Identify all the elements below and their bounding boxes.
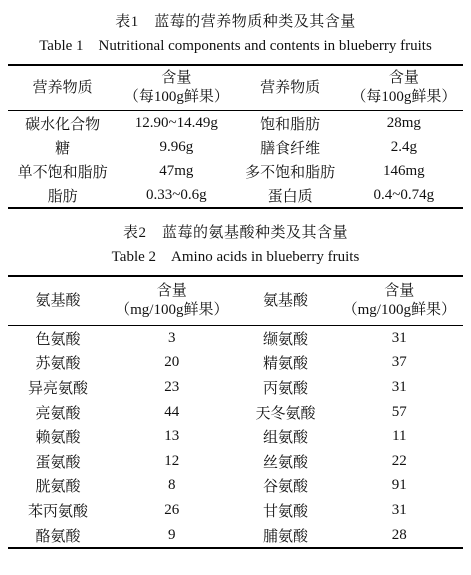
header-amino-acid — [235, 276, 335, 326]
header-unit: （每100g鲜果） — [351, 89, 457, 105]
table-row — [8, 375, 463, 400]
table-cell: 2.4g — [390, 138, 417, 155]
table-cell: 22 — [391, 452, 407, 469]
table1-caption-cn: 表1 蓝莓的营养物质种类及其含量 — [115, 14, 356, 30]
header-amino-acid — [8, 276, 108, 326]
table-row — [8, 111, 463, 136]
table-cell: 组氨酸 — [263, 430, 309, 447]
table-header-row — [8, 276, 463, 326]
table-cell: 9.96g — [159, 138, 194, 155]
table-cell: 57 — [391, 403, 407, 420]
table-row — [8, 135, 463, 159]
header-label: 氨基酸 — [35, 292, 81, 309]
table1-caption-en: Table 1 Nutritional components and contents in blueberry fruits — [39, 38, 432, 54]
table-cell: 缬氨酸 — [263, 331, 309, 348]
table2-caption-en: Table 2 Amino acids in blueberry fruits — [111, 249, 360, 265]
header-unit: （mg/100g鲜果） — [115, 302, 229, 318]
table-cell: 3 — [168, 329, 176, 346]
table-cell: 色氨酸 — [35, 331, 81, 348]
table-cell: 蛋白质 — [267, 188, 313, 205]
header-content — [108, 276, 235, 326]
header-label: 氨基酸 — [263, 292, 309, 309]
table-cell: 13 — [164, 428, 180, 445]
table-cell: 饱和脂肪 — [260, 116, 321, 133]
table-row — [8, 424, 463, 449]
table-row — [8, 326, 463, 351]
table-row — [8, 159, 463, 183]
table-cell: 11 — [392, 428, 407, 445]
table-cell: 8 — [168, 477, 176, 494]
header-content — [117, 65, 235, 111]
table-cell: 12 — [164, 452, 180, 469]
table-cell: 谷氨酸 — [263, 479, 309, 496]
table-cell: 苯丙氨酸 — [28, 503, 89, 520]
amino-acid-table-body — [8, 326, 463, 549]
table-cell: 28 — [391, 526, 407, 543]
table-cell: 单不饱和脂肪 — [17, 164, 108, 181]
table-cell: 28mg — [386, 114, 421, 131]
table-cell: 31 — [391, 501, 407, 518]
header-component — [235, 65, 344, 111]
table-cell: 精氨酸 — [263, 356, 309, 373]
table-cell: 丙氨酸 — [263, 380, 309, 397]
table-cell: 20 — [164, 354, 180, 371]
header-label: 含量 — [384, 283, 415, 299]
table-cell: 赖氨酸 — [35, 430, 81, 447]
table-cell: 47mg — [159, 162, 194, 179]
table-cell: 12.90~14.49g — [134, 114, 218, 131]
header-component — [8, 65, 117, 111]
table-cell: 碳水化合物 — [25, 116, 101, 133]
table-row — [8, 498, 463, 523]
header-unit: （mg/100g鲜果） — [342, 302, 456, 318]
header-unit: （每100g鲜果） — [123, 89, 229, 105]
table-cell: 23 — [164, 378, 180, 395]
document-page — [8, 0, 463, 549]
header-content — [345, 65, 463, 111]
table-cell: 胱氨酸 — [35, 479, 81, 496]
table-cell: 亮氨酸 — [35, 405, 81, 422]
table-cell: 脯氨酸 — [263, 528, 309, 545]
header-label: 营养物质 — [260, 79, 321, 96]
header-label: 营养物质 — [32, 79, 93, 96]
header-label: 含量 — [156, 283, 187, 299]
table-cell: 多不饱和脂肪 — [245, 164, 336, 181]
table-cell: 膳食纤维 — [260, 140, 321, 157]
table-cell: 苏氨酸 — [35, 356, 81, 373]
table2-caption-cn: 表2 蓝莓的氨基酸种类及其含量 — [122, 225, 348, 241]
nutrition-table — [8, 64, 463, 209]
header-label: 含量 — [388, 70, 419, 86]
amino-acid-table — [8, 275, 463, 549]
table-cell: 脂肪 — [47, 188, 78, 205]
table-cell: 糖 — [55, 140, 71, 157]
table-cell: 0.33~0.6g — [146, 186, 207, 203]
header-content — [336, 276, 463, 326]
table-cell: 异亮氨酸 — [28, 380, 89, 397]
table-header-row — [8, 65, 463, 111]
table-cell: 酪氨酸 — [35, 528, 81, 545]
table-cell: 146mg — [383, 162, 425, 179]
table-cell: 37 — [391, 354, 407, 371]
header-label: 含量 — [161, 70, 192, 86]
table-row — [8, 400, 463, 425]
table-row — [8, 474, 463, 499]
nutrition-table-body — [8, 111, 463, 209]
table-cell: 0.4~0.74g — [373, 186, 435, 203]
table-cell: 蛋氨酸 — [35, 454, 81, 471]
table-cell: 9 — [168, 526, 176, 543]
table-row — [8, 523, 463, 549]
table-cell: 31 — [391, 329, 407, 346]
table-cell: 91 — [391, 477, 407, 494]
table-cell: 44 — [164, 403, 180, 420]
table-cell: 天冬氨酸 — [255, 405, 316, 422]
table-row — [8, 351, 463, 376]
table-cell: 甘氨酸 — [263, 503, 309, 520]
table-row — [8, 449, 463, 474]
table-cell: 31 — [391, 378, 407, 395]
table-cell: 丝氨酸 — [263, 454, 309, 471]
table-row — [8, 183, 463, 208]
table-cell: 26 — [164, 501, 180, 518]
